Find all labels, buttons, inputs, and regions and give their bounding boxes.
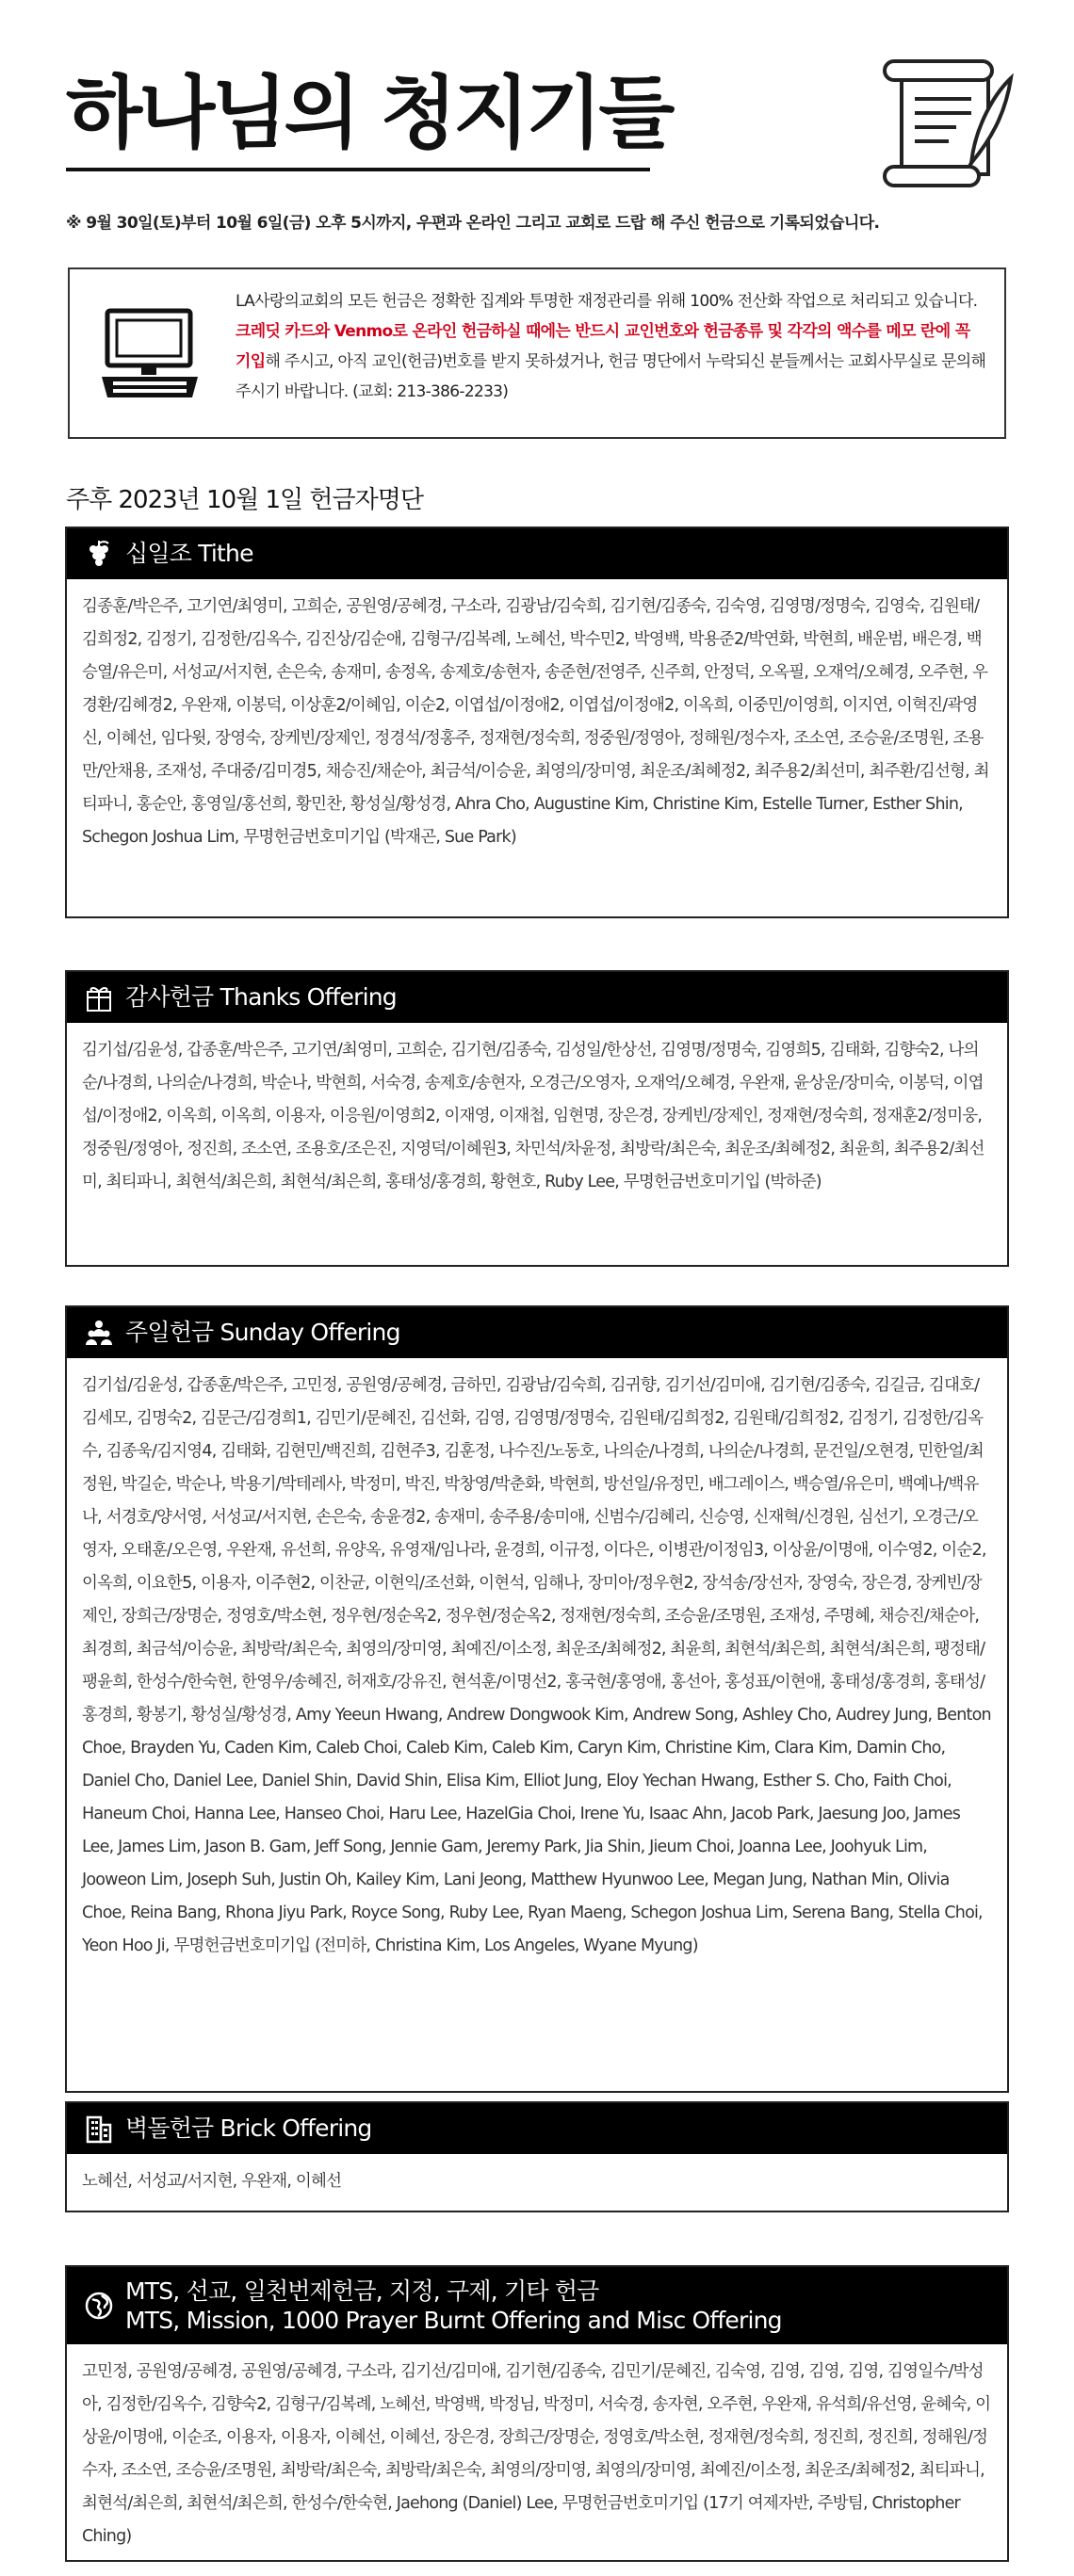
scroll-quill-icon xyxy=(881,52,1022,188)
info-box xyxy=(68,267,1006,439)
building-icon xyxy=(84,2114,114,2144)
section-sunday-title: 주일헌금 Sunday Offering xyxy=(125,1319,400,1347)
section-misc-title-en: MTS, Mission, 1000 Prayer Burnt Offering and Misc Offering xyxy=(125,2307,782,2334)
section-brick xyxy=(65,2101,1009,2212)
section-brick-names: 노혜선, 서성교/서지현, 우완재, 이혜선 xyxy=(82,2172,342,2191)
people-icon xyxy=(84,1318,114,1348)
section-sunday xyxy=(65,1305,1009,2093)
section-brick-title: 벽돌헌금 Brick Offering xyxy=(125,2114,372,2143)
notice-text: ※ 9월 30일(토)부터 10월 6일(금) 오후 5시까지, 우편과 온라인 그리고 교회로 드랍 해 주신 헌금으로 기록되었습니다. xyxy=(66,214,880,233)
section-misc-title-ko: MTS, 선교, 일천번제헌금, 지정, 구제, 기타 헌금 xyxy=(125,2276,599,2305)
info-text xyxy=(236,286,989,407)
computer-icon xyxy=(98,307,202,401)
section-thanks-names: 김기섭/김윤성, 갑종훈/박은주, 고기연/최영미, 고희순, 김기현/김종숙, 김성일/한상선, 김영명/정명숙, 김영희5, 김태화, 김향숙2, 나의순/나경희, 나의순/나경희, 박순나, 박현희, 서숙경, 송제호/송현자, 오경근/오영자, 오재억/오혜경, 우완재, 윤상운/장미숙, 이봉덕, 이엽섭/이정애2, 이옥희, 이옥희, 이용자, 이응원/이영희2, 이재영, 이재첩, 임현명, 장은경, 장케빈/장제인, 정재현/정숙희, 정재훈2/정미웅, 정중원/정영아, 정진희, 조소연, 조용호/조은진, 지영덕/이혜원3, 차민석/차윤정, 최방락/최은숙, 최운조/최혜정2, 최윤희, 최주용2/최선미, 최티파니, 최현석/최은희, 최현석/최은희, 홍태성/홍경희, 황현호, Ruby Lee, 무명헌금번호미기입 (박하준) xyxy=(82,1041,984,1191)
section-tithe-names: 김종훈/박은주, 고기연/최영미, 고희순, 공원영/공혜경, 구소라, 김광남/김숙희, 김기현/김종숙, 김숙영, 김영명/정명숙, 김영숙, 김원태/김희정2, 김정기, 김정한/김옥수, 김진상/김순애, 김형구/김복례, 노혜선, 박수민2, 박영백, 박용준2/박연화, 박현희, 배운범, 배은경, 백승열/유은미, 서성교/서지현, 손은숙, 송재미, 송정옥, 송제호/송현자, 송준현/전영주, 신주희, 안정덕, 오옥필, 오재억/오혜경, 오주현, 우경환/김혜경2, 우완재, 이봉덕, 이상훈2/이혜임, 이순2, 이엽섭/이정애2, 이엽섭/이정애2, 이옥희, 이중민/이영희, 이지연, 이혁진/곽영신, 이혜선, 임다윗, 장영숙, 장케빈/장제인, 정경석/정홍주, 정재현/정숙희, 정중원/정영아, 정해원/정수자, 조소연, 조승윤/조명원, 조용만/안채용, 조재성, 주대중/김미경5, 채승진/채순아, 최금석/이승윤, 최영의/장미영, 최운조/최혜정2, 최주용2/최선미, 최주환/김선형, 최티파니, 홍순안, 홍영일/홍선희, 황민찬, 황성실/황성경, Ahra Cho, Augustine Kim, Christine Kim, Estelle Turner, Esther Shin, Schegon Joshua Lim, 무명헌금번호미기입 (박재곤, Sue Park) xyxy=(82,597,989,847)
gift-icon xyxy=(84,982,114,1013)
section-brick-header xyxy=(67,2103,1007,2154)
section-thanks-header xyxy=(67,972,1007,1023)
section-sunday-names: 김기섭/김윤성, 갑종훈/박은주, 고민정, 공원영/공혜경, 금하민, 김광남/김숙희, 김귀향, 김기선/김미애, 김기현/김종숙, 김길금, 김대호/김세모, 김명숙2, 김문근/김경희1, 김민기/문혜진, 김선화, 김영, 김영명/정명숙, 김원태/김희정2, 김원태/김희정2, 김정기, 김정한/김옥수, 김종욱/김지영4, 김태화, 김현민/백진희, 김현주3, 김훈정, 나수진/노동호, 나의순/나경희, 나의순/나경희, 문건일/오현경, 민한얼/최정원, 박길순, 박순나, 박용기/박테레사, 박정미, 박진, 박창영/박춘화, 박현희, 방선일/유정민, 배그레이스, 백승열/유은미, 백예나/백유나, 서경호/양서영, 서성교/서지현, 손은숙, 송윤경2, 송재미, 송주용/송미애, 신범수/김혜리, 신승영, 신재혁/신경원, 심선기, 오경근/오영자, 오태훈/오은영, 우완재, 유선희, 유양옥, 유영재/임나라, 윤경희, 이규정, 이다은, 이병관/이정임3, 이상윤/이명애, 이수영2, 이순2, 이옥희, 이요한5, 이용자, 이주현2, 이찬균, 이현익/조선화, 이현석, 임해나, 장미아/정우현2, 장석송/장선자, 장영숙, 장은경, 장케빈/장제인, 장희근/장명순, 정영호/박소현, 정우현/정순옥2, 정우현/정순옥2, 정재현/정숙희, 조승윤/조명원, 조재성, 주명혜, 채승진/채순아, 최경희, 최금석/이승윤, 최방락/최은숙, 최영의/장미영, 최예진/이소정, 최운조/최혜정2, 최윤희, 최현석/최은희, 최현석/최은희, 팽정태/팽윤희, 한성수/한숙현, 한영우/송혜진, 허재호/강유진, 현석훈/이명선2, 홍국현/홍영애, 홍선아, 홍성표/이현애, 홍태성/홍경희, 홍태성/홍경희, 황봉기, 황성실/황성경, Amy Yeeun Hwang, Andrew Dongwook Kim, Andrew Song, Ashley Cho, Audrey Jung, Benton Choe, Brayden Yu, Caden Kim, Caleb Choi, Caleb Kim, Caleb Kim, Caryn Kim, Christine Kim, Clara Kim, Damin Cho, Daniel Cho, Daniel Lee, Daniel Shin, David Shin, Elisa Kim, Elliot Jung, Eloy Yechan Hwang, Esther S. Cho, Faith Choi, Haneum Choi, Hanna Lee, Hanseo Choi, Haru Lee, HazelGia Choi, Irene Yu, Isaac Ahn, Jacob Park, Jaesung Joo, James Lee, James Lim, Jason B. Gam, Jeff Song, Jennie Gam, Jeremy Park, Jia Shin, Jieum Choi, Joanna Lee, Joohyuk Lim, Jooweon Lim, Joseph Suh, Justin Oh, Kailey Kim, Lani Jeong, Matthew Hyunwoo Lee, Megan Jung, Nathan Min, Olivia Choe, Reina Bang, Rhona Jiyu Park, Royce Song, Ruby Lee, Ryan Maeng, Schegon Joshua Lim, Serena Bang, Stella Choi, Yeon Hoo Ji, 무명헌금번호미기입 (전미하, Christina Kim, Los Angeles, Wyane Myung) xyxy=(82,1376,991,1955)
info-text-highlight: 크레딧 카드와 Venmo로 온라인 헌금하실 때에는 반드시 교인번호와 헌금종류 및 각각의 액수를 메모 란에 꼭 기입 xyxy=(236,322,970,371)
section-tithe xyxy=(65,527,1009,918)
section-thanks xyxy=(65,970,1009,1267)
section-tithe-header xyxy=(67,528,1007,579)
title-underline xyxy=(66,168,650,171)
section-tithe-title: 십일조 Tithe xyxy=(125,540,253,568)
globe-icon xyxy=(84,2291,114,2321)
info-text-part2: 해 주시고, 아직 교인(헌금)번호를 받지 못하셨거나, 헌금 명단에서 누락되신 분들께서는 교회사무실로 문의해 주시기 바랍니다. (교회: 213-386-2233) xyxy=(236,352,986,401)
info-text-part1: LA사랑의교회의 모든 헌금은 정확한 집계와 투명한 재정관리를 위해 100% 전산화 작업으로 처리되고 있습니다. xyxy=(236,292,978,311)
section-misc-title xyxy=(125,2276,782,2336)
date-heading: 주후 2023년 10월 1일 헌금자명단 xyxy=(66,486,424,514)
section-sunday-header xyxy=(67,1307,1007,1358)
grapes-icon xyxy=(84,539,114,569)
section-misc-header xyxy=(67,2267,1007,2344)
page-title: 하나님의 청지기들 xyxy=(66,67,672,159)
section-thanks-title: 감사헌금 Thanks Offering xyxy=(125,983,397,1012)
section-misc-names: 고민정, 공원영/공혜경, 공원영/공혜경, 구소라, 김기선/김미애, 김기현/김종숙, 김민기/문혜진, 김숙영, 김영, 김영, 김영, 김영일수/박성아, 김정한/김옥수, 김향숙2, 김형구/김복례, 노혜선, 박영백, 박정님, 박정미, 서숙경, 송자현, 오주현, 우완재, 유석희/유선영, 윤혜숙, 이상윤/이명애, 이순조, 이용자, 이용자, 이혜선, 이혜선, 장은경, 장희근/장명순, 정영호/박소현, 정재현/정숙희, 정진희, 정진희, 정해원/정수자, 조소연, 조승윤/조명원, 최방락/최은숙, 최방락/최은숙, 최영의/장미영, 최영의/장미영, 최예진/이소정, 최운조/최혜정2, 최티파니, 최현석/최은희, 최현석/최은희, 한성수/한숙현, Jaehong (Daniel) Lee, 무명헌금번호미기입 (17기 여제자반, 주방팀, Christopher Ching) xyxy=(82,2362,991,2546)
section-misc xyxy=(65,2265,1009,2562)
